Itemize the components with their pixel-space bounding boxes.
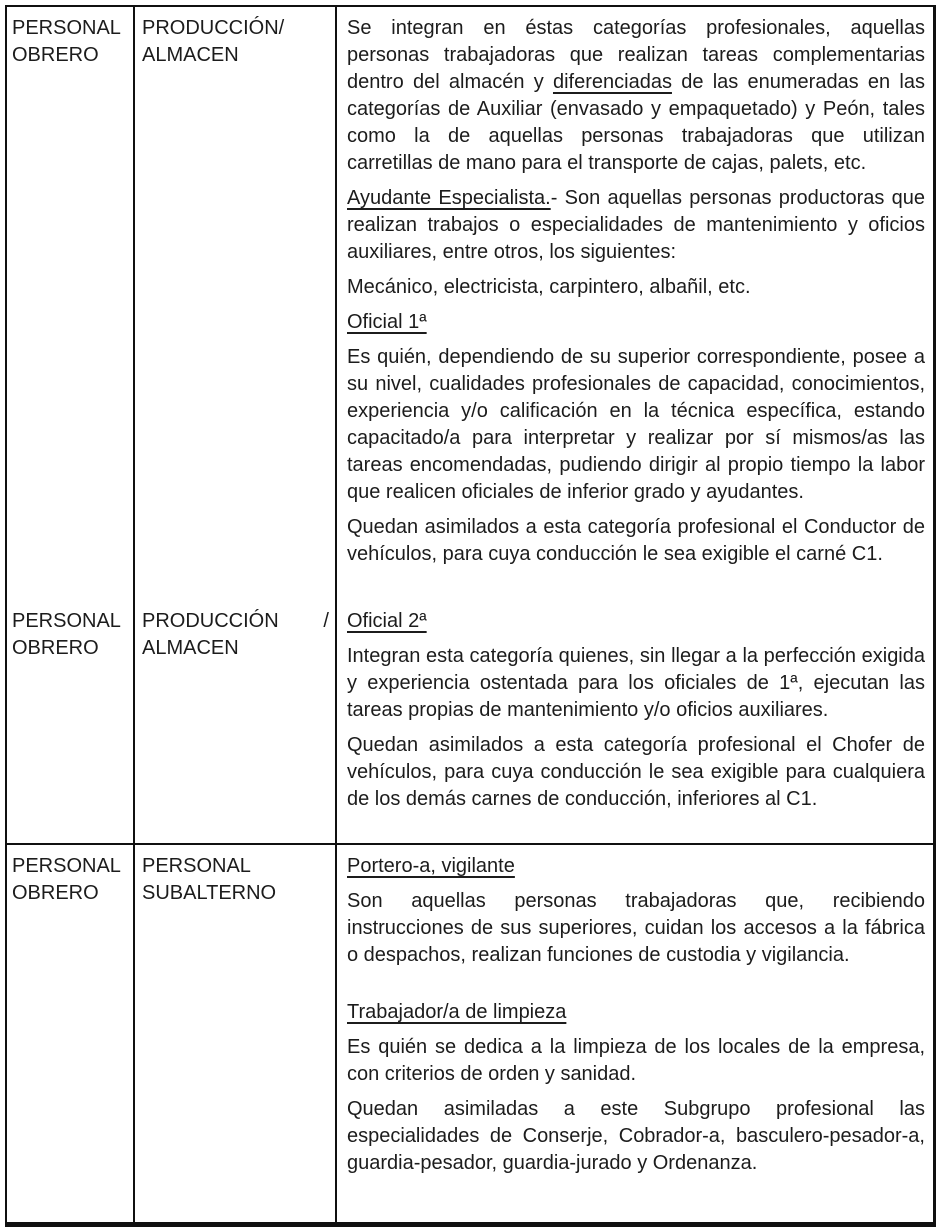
text-run: de las enumeradas en las categorías de Auxiliar (envasado y empaquetado) y Peón, tales como la de aquellas personas trabajadoras que utilizan carretillas de mano para el transporte de cajas, palets, etc. — [347, 71, 925, 174]
description-paragraph — [347, 309, 925, 336]
description-cell-row3 — [337, 845, 933, 1222]
text-run: Es quién, dependiendo de su superior correspondiente, posee a su nivel, cualidades profesionales de capacidad, conocimientos, experiencia y/o calificación en la técnica específica, estando capacitado/a para interpretar y realizar por sí mismos/as las tareas encomendadas, pudiendo dirigir al propio tiempo la labor que realicen oficiales de inferior grado y ayudantes. — [347, 346, 925, 503]
underlined-text-run: Trabajador/a de limpieza — [347, 1001, 567, 1023]
text-run: Quedan asimiladas a este Subgrupo profesional las especialidades de Conserje, Cobrador-a, basculero-pesador-a, guardia-pesador, guardia-jurado y Ordenanza. — [347, 1098, 925, 1174]
personnel-classification-table — [5, 5, 936, 1227]
description-paragraph — [347, 1096, 925, 1177]
text-run: Quedan asimilados a esta categoría profesional el Chofer de vehículos, para cuya conducción le sea exigible para cualquiera de los demás carnes de conducción, inferiores al C1. — [347, 734, 925, 810]
underlined-text-run: Oficial 2ª — [347, 610, 427, 632]
description-paragraph — [347, 185, 925, 266]
text-run: Se integran en éstas categorías profesionales, aquellas personas trabajadoras que realizan tareas complementarias dentro del almacén y — [347, 17, 925, 93]
description-paragraph — [347, 853, 925, 880]
underlined-text-run: Portero-a, vigilante — [347, 855, 515, 877]
subgroup-cell-row2: PRODUCCIÓN / ALMACEN — [135, 600, 337, 845]
description-paragraph — [347, 514, 925, 568]
group-cell-row1: PERSONAL OBRERO — [7, 7, 135, 600]
description-paragraph — [347, 608, 925, 635]
description-cell-row1 — [337, 7, 933, 600]
text-run: Mecánico, electricista, carpintero, albañil, etc. — [347, 276, 751, 298]
text-run: Quedan asimilados a esta categoría profesional el Conductor de vehículos, para cuya conducción le sea exigible el carné C1. — [347, 516, 925, 565]
description-paragraph — [347, 888, 925, 969]
text-run: Son aquellas personas trabajadoras que, recibiendo instrucciones de sus superiores, cuidan los accesos a la fábrica o despachos, realizan funciones de custodia y vigilancia. — [347, 890, 925, 966]
underlined-text-run: Ayudante Especialista. — [347, 187, 551, 209]
description-paragraph — [347, 344, 925, 506]
description-paragraph — [347, 732, 925, 813]
text-run: - Son aquellas personas productoras que realizan trabajos o especialidades de mantenimiento y oficios auxiliares, entre otros, los siguientes: — [347, 187, 925, 263]
subgroup-cell-row1: PRODUCCIÓN/ ALMACEN — [135, 7, 337, 600]
description-paragraph — [347, 15, 925, 177]
description-paragraph — [347, 643, 925, 724]
description-paragraph — [347, 1034, 925, 1088]
description-paragraph — [347, 999, 925, 1026]
group-cell-row2: PERSONAL OBRERO — [7, 600, 135, 845]
underlined-text-run: diferenciadas — [552, 71, 672, 93]
group-cell-row3: PERSONAL OBRERO — [7, 845, 135, 1222]
text-run: Integran esta categoría quienes, sin llegar a la perfección exigida y experiencia ostentada para los oficiales de 1ª, ejecutan las tareas propias de mantenimiento y/o oficios auxiliares. — [347, 645, 925, 721]
description-cell-row2 — [337, 600, 933, 845]
description-paragraph — [347, 274, 925, 301]
text-run: Es quién se dedica a la limpieza de los locales de la empresa, con criterios de orden y sanidad. — [347, 1036, 925, 1085]
underlined-text-run: Oficial 1ª — [347, 311, 427, 333]
subgroup-cell-row3: PERSONAL SUBALTERNO — [135, 845, 337, 1222]
